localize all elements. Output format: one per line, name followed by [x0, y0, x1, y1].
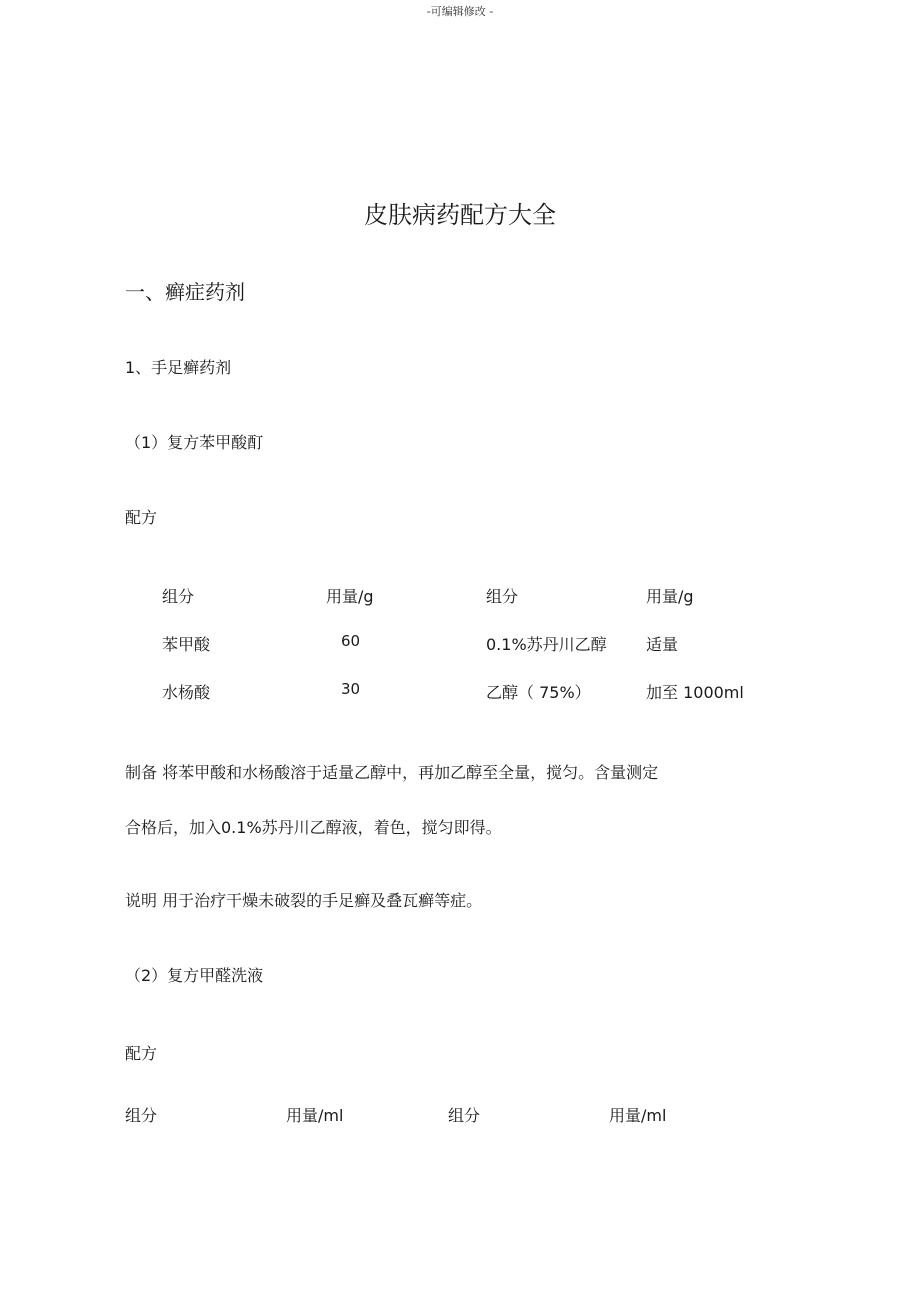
item1-note: 说明 用于治疗干燥未破裂的手足癣及叠瓦癣等症。 [125, 891, 483, 910]
table-header-cell: 用量/g [646, 587, 694, 606]
header-note: -可编辑修改 - [426, 5, 494, 18]
table-cell: 60 [341, 632, 361, 650]
item2-title: （2）复方甲醛洗液 [125, 966, 264, 985]
table-cell: 适量 [646, 635, 679, 654]
table-cell: 30 [341, 680, 361, 698]
table-header-cell: 组分 [125, 1106, 158, 1125]
table-header-cell: 组分 [448, 1106, 481, 1125]
table-header-cell: 组分 [162, 587, 195, 606]
section-heading-1: 一、癣症药剂 [125, 280, 245, 304]
table-header-cell: 用量/ml [286, 1106, 344, 1125]
item1-preparation-line2: 合格后，加入0.1%苏丹川乙醇液，着色，搅匀即得。 [125, 818, 502, 837]
table-cell: 乙醇（ 75%） [486, 683, 591, 702]
item1-formula-label: 配方 [125, 508, 158, 527]
table-cell: 苯甲酸 [162, 635, 211, 654]
subsection-heading: 1、手足癣药剂 [125, 358, 232, 377]
document-title: 皮肤病药配方大全 [364, 201, 556, 229]
table-cell: 加至 1000ml [646, 683, 744, 702]
table-header-cell: 组分 [486, 587, 519, 606]
table-header-cell: 用量/ml [609, 1106, 667, 1125]
item1-preparation-line1: 制备 将苯甲酸和水杨酸溶于适量乙醇中，再加乙醇至全量，搅匀。含量测定 [125, 763, 659, 782]
table-cell: 水杨酸 [162, 683, 211, 702]
item2-formula-label: 配方 [125, 1044, 158, 1063]
item1-title: （1）复方苯甲酸酊 [125, 433, 264, 452]
table-header-cell: 用量/g [326, 587, 374, 606]
table-cell: 0.1%苏丹川乙醇 [486, 635, 607, 654]
